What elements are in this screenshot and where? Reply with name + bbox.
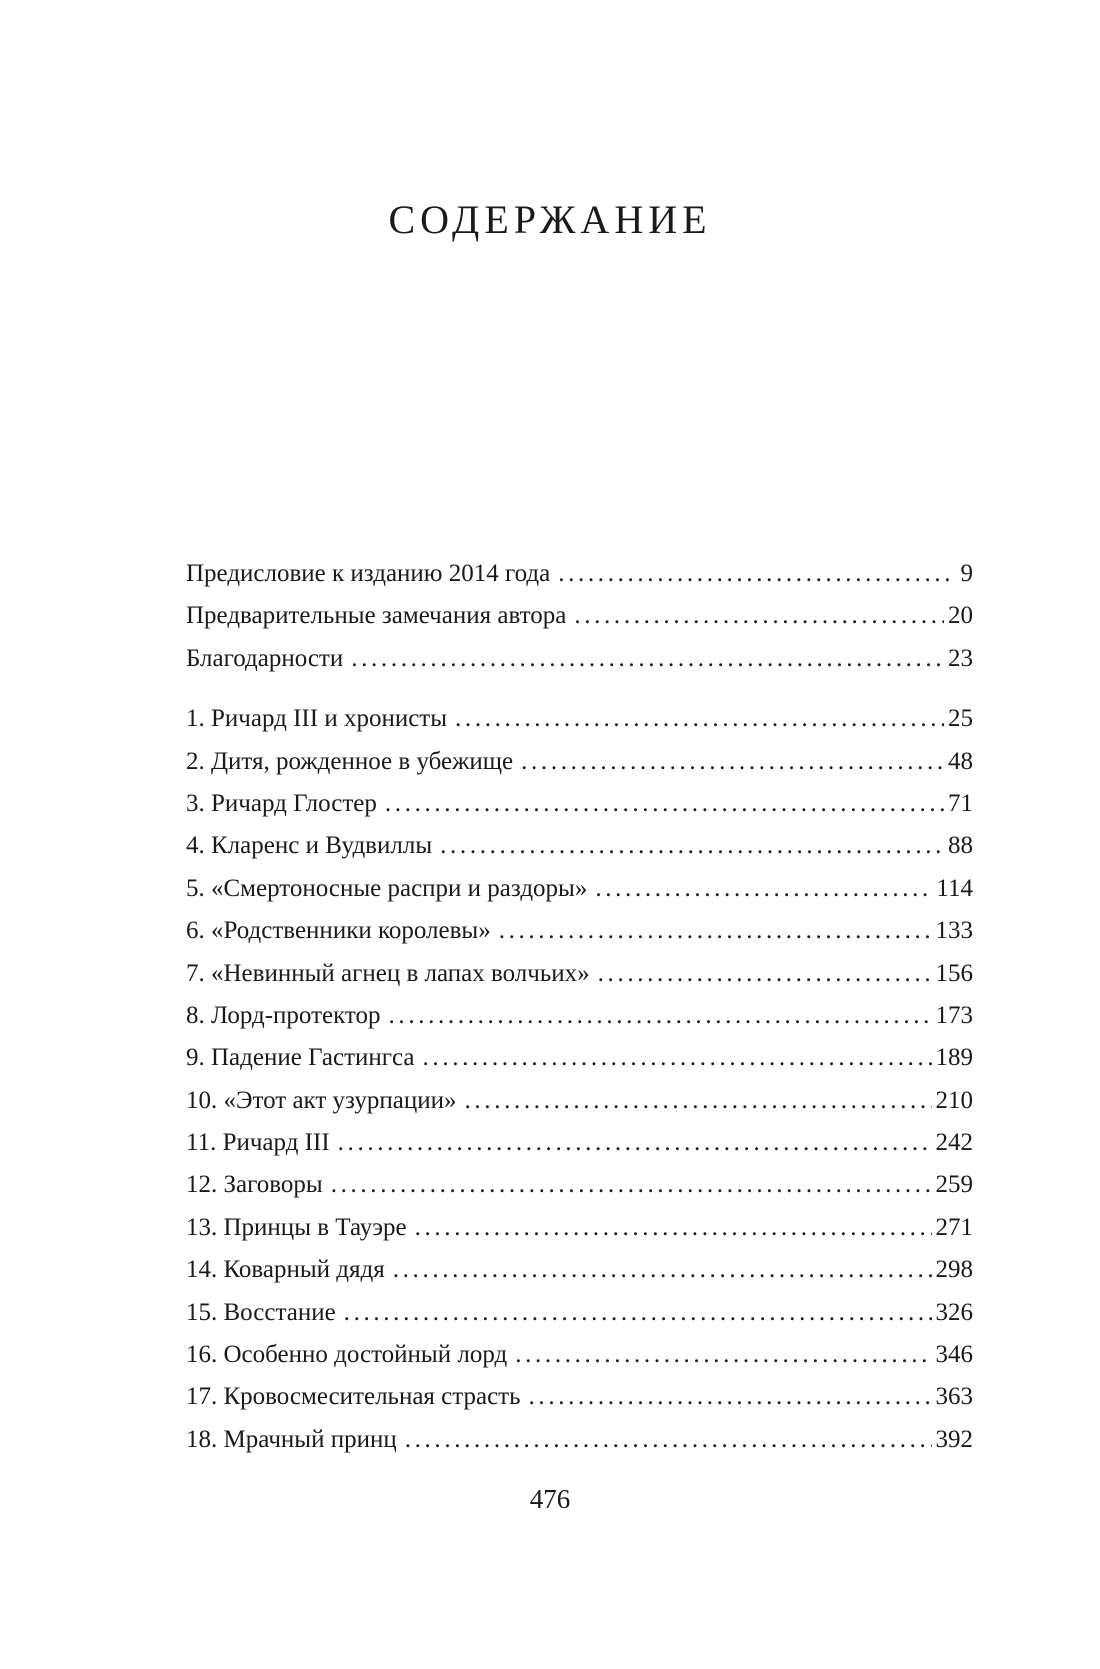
toc-entry-title: Благодарности — [186, 644, 344, 672]
toc-entry-title: 18. Мрачный принц — [186, 1425, 397, 1453]
toc-entry[interactable] — [186, 1164, 973, 1206]
toc-entry-title: 13. Принцы в Тауэре — [186, 1213, 407, 1241]
toc-entry-page-number: 271 — [935, 1213, 973, 1241]
toc-entry-page-number: 298 — [935, 1256, 973, 1284]
toc-entry-title: 17. Кровосмесительная страсть — [186, 1383, 521, 1411]
toc-entry-page-number: 259 — [935, 1171, 973, 1199]
toc-entry-page-number: 392 — [935, 1425, 973, 1453]
dot-leader — [440, 825, 944, 867]
toc-entry[interactable] — [186, 1292, 973, 1334]
toc-entry-page-number: 189 — [935, 1044, 973, 1072]
toc-entry-page-number: 156 — [935, 959, 973, 987]
dot-leader — [558, 553, 949, 595]
toc-entry-page-number: 133 — [935, 917, 973, 945]
dot-leader — [574, 595, 944, 637]
dot-leader — [415, 1207, 932, 1249]
toc-entry-page-number: 173 — [935, 1001, 973, 1029]
page-number: 476 — [529, 1484, 571, 1514]
toc-entry-title: 8. Лорд-протектор — [186, 1001, 381, 1029]
toc-entry-page-number: 242 — [935, 1129, 973, 1157]
toc-entry[interactable] — [186, 638, 973, 680]
toc-entry-title: 12. Заговоры — [186, 1171, 323, 1199]
toc-entry-title: 2. Дитя, рожденное в убежище — [186, 747, 514, 775]
toc-entry-page-number: 210 — [935, 1086, 973, 1114]
dot-leader — [455, 698, 944, 740]
toc-entry-title: Предисловие к изданию 2014 года — [186, 560, 551, 587]
toc-entry[interactable] — [186, 1122, 973, 1164]
dot-leader — [405, 1419, 932, 1461]
dot-leader — [389, 995, 932, 1037]
toc-entry[interactable] — [186, 698, 973, 740]
toc-entry-title: 9. Падение Гастингса — [186, 1044, 415, 1072]
dot-leader — [598, 953, 932, 995]
toc-entry-page-number: 114 — [936, 874, 973, 902]
toc-entry-page-number: 326 — [935, 1298, 973, 1326]
toc-entry[interactable] — [186, 995, 973, 1037]
toc-entry[interactable] — [186, 953, 973, 995]
dot-leader — [423, 1037, 932, 1079]
toc-entry-page-number: 25 — [948, 705, 973, 733]
toc-entry-page-number: 20 — [948, 602, 973, 630]
dot-leader — [393, 1249, 932, 1291]
toc-entry-title: 16. Особенно достойный лорд — [186, 1341, 508, 1369]
dot-leader — [344, 1292, 932, 1334]
toc-entry-title: Предварительные замечания автора — [186, 602, 567, 630]
dot-leader — [515, 1334, 931, 1376]
toc-entry[interactable] — [186, 825, 973, 867]
toc-entry-page-number: 48 — [948, 747, 973, 775]
dot-leader — [465, 1080, 932, 1122]
front-matter-list — [186, 553, 973, 680]
toc-entry-title: 1. Ричард III и хронисты — [186, 705, 448, 733]
dot-leader — [521, 741, 944, 783]
dot-leader — [351, 638, 944, 680]
toc-entry[interactable] — [186, 1207, 973, 1249]
toc-entry[interactable] — [186, 1080, 973, 1122]
toc-entry[interactable] — [186, 1249, 973, 1291]
toc-entry-title: 5. «Смертоносные распри и раздоры» — [186, 874, 588, 902]
chapter-list — [186, 698, 973, 1461]
toc-entry[interactable] — [186, 1376, 973, 1418]
toc-entry-title: 3. Ричард Глостер — [186, 789, 377, 817]
dot-leader — [499, 910, 932, 952]
toc-entry[interactable] — [186, 1419, 973, 1461]
toc-entry-page-number: 71 — [948, 789, 973, 817]
table-of-contents — [186, 553, 973, 1461]
dot-leader — [529, 1376, 932, 1418]
page-title: СОДЕРЖАНИЕ — [388, 197, 712, 242]
toc-entry[interactable] — [186, 741, 973, 783]
toc-entry-page-number: 88 — [948, 832, 973, 860]
toc-entry[interactable] — [186, 910, 973, 952]
toc-entry-title: 15. Восстание — [186, 1298, 336, 1326]
toc-entry-title: 11. Ричард III — [186, 1129, 330, 1157]
toc-entry[interactable] — [186, 1334, 973, 1376]
dot-leader — [338, 1122, 932, 1164]
toc-entry-page-number: 23 — [948, 644, 973, 672]
toc-entry-page-number: 363 — [935, 1383, 973, 1411]
dot-leader — [385, 783, 944, 825]
toc-entry-page-number: 9 — [960, 560, 973, 587]
toc-entry[interactable] — [186, 868, 973, 910]
toc-entry-title: 4. Кларенс и Вудвиллы — [186, 832, 433, 860]
toc-entry-title: 6. «Родственники королевы» — [186, 917, 491, 945]
toc-entry-title: 10. «Этот акт узурпации» — [186, 1086, 457, 1114]
toc-entry-title: 14. Коварный дядя — [186, 1256, 385, 1284]
toc-entry-title: 7. «Невинный агнец в лапах волчьих» — [186, 959, 590, 987]
toc-entry-page-number: 346 — [935, 1341, 973, 1369]
toc-entry[interactable] — [186, 595, 973, 637]
toc-entry[interactable] — [186, 1037, 973, 1079]
toc-entry[interactable] — [186, 783, 973, 825]
dot-leader — [331, 1164, 932, 1206]
toc-entry[interactable] — [186, 553, 973, 595]
dot-leader — [595, 868, 932, 910]
